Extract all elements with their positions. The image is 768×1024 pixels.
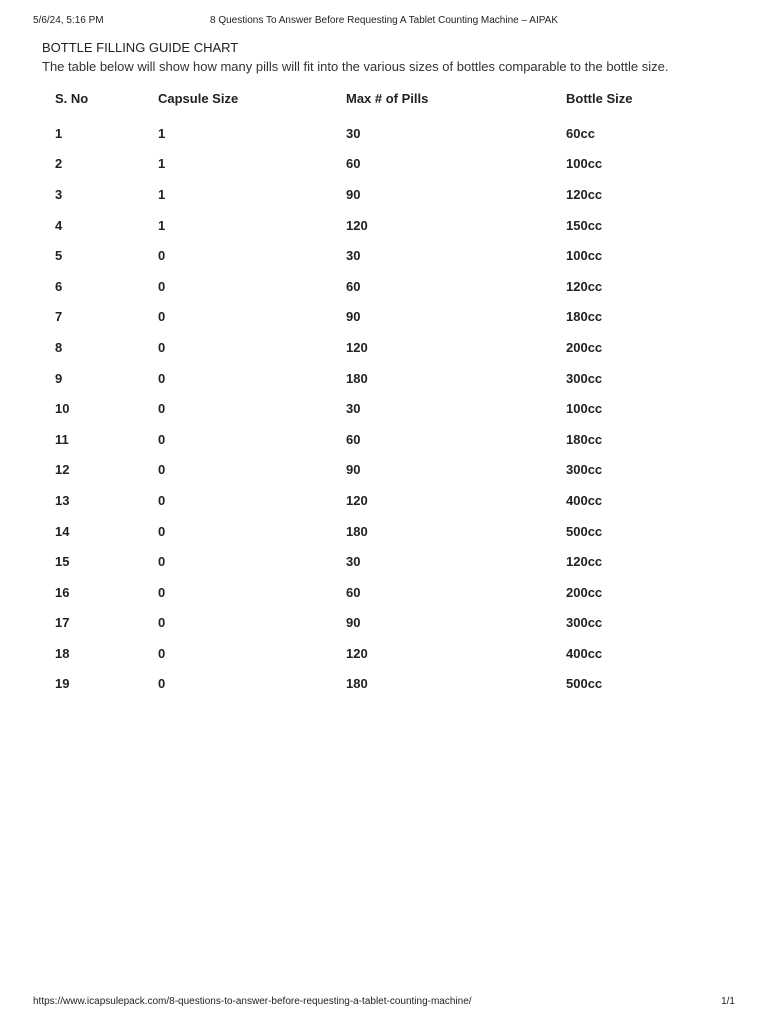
cell-bottle-size: 500cc	[566, 523, 603, 539]
table-row	[55, 149, 686, 180]
cell-bottle-size: 400cc	[566, 645, 603, 661]
cell-capsule-size: 1	[158, 186, 166, 202]
cell-max-pills: 90	[346, 462, 361, 478]
cell-serial-no: 15	[55, 554, 70, 570]
cell-serial-no: 7	[55, 309, 63, 325]
cell-bottle-size: 180cc	[566, 431, 603, 447]
cell-bottle-size: 300cc	[566, 615, 603, 631]
print-page-title: 8 Questions To Answer Before Requesting A Tablet Counting Machine – AIPAK	[210, 15, 558, 26]
cell-serial-no: 1	[55, 125, 63, 141]
cell-max-pills: 60	[346, 156, 361, 172]
cell-capsule-size: 0	[158, 523, 166, 539]
header-bottle-size: Bottle Size	[566, 90, 633, 106]
table-row	[55, 363, 686, 394]
cell-bottle-size: 100cc	[566, 156, 603, 172]
cell-capsule-size: 0	[158, 462, 166, 478]
cell-serial-no: 3	[55, 186, 63, 202]
cell-capsule-size: 0	[158, 309, 166, 325]
table-row	[55, 179, 686, 210]
table-body	[55, 118, 686, 699]
cell-bottle-size: 120cc	[566, 186, 603, 202]
table-row	[55, 608, 686, 639]
table-row	[55, 271, 686, 302]
cell-capsule-size: 0	[158, 339, 166, 355]
table-header	[55, 88, 686, 118]
cell-bottle-size: 100cc	[566, 401, 603, 417]
table-row	[55, 210, 686, 241]
table-row	[55, 240, 686, 271]
cell-capsule-size: 0	[158, 615, 166, 631]
cell-bottle-size: 500cc	[566, 676, 603, 692]
table-row	[55, 424, 686, 455]
cell-max-pills: 60	[346, 278, 361, 294]
table-row	[55, 302, 686, 333]
cell-bottle-size: 200cc	[566, 339, 603, 355]
cell-max-pills: 30	[346, 248, 361, 264]
cell-capsule-size: 0	[158, 676, 166, 692]
print-footer	[33, 996, 735, 1010]
cell-serial-no: 14	[55, 523, 70, 539]
table-row	[55, 118, 686, 149]
cell-max-pills: 120	[346, 492, 368, 508]
table-row	[55, 669, 686, 700]
cell-capsule-size: 1	[158, 125, 166, 141]
print-header	[33, 15, 735, 29]
section-heading: BOTTLE FILLING GUIDE CHART	[42, 40, 239, 55]
cell-max-pills: 120	[346, 339, 368, 355]
cell-serial-no: 10	[55, 401, 70, 417]
page-url: https://www.icapsulepack.com/8-questions-to-answer-before-requesting-a-tablet-counting-machine/	[33, 996, 472, 1007]
intro-paragraph: The table below will show how many pills will fit into the various sizes of bottles comparable to the bottle size.	[42, 59, 669, 74]
cell-serial-no: 9	[55, 370, 63, 386]
cell-bottle-size: 60cc	[566, 125, 595, 141]
cell-capsule-size: 1	[158, 217, 166, 233]
cell-capsule-size: 0	[158, 278, 166, 294]
table-row	[55, 577, 686, 608]
header-capsule-size: Capsule Size	[158, 90, 239, 106]
cell-max-pills: 90	[346, 309, 361, 325]
cell-capsule-size: 0	[158, 401, 166, 417]
bottle-filling-table	[55, 88, 686, 699]
cell-bottle-size: 300cc	[566, 462, 603, 478]
table-row	[55, 393, 686, 424]
cell-bottle-size: 180cc	[566, 309, 603, 325]
header-serial-no: S. No	[55, 90, 89, 106]
table-row	[55, 546, 686, 577]
cell-max-pills: 90	[346, 186, 361, 202]
cell-capsule-size: 0	[158, 431, 166, 447]
cell-max-pills: 180	[346, 523, 368, 539]
table-row	[55, 332, 686, 363]
cell-max-pills: 60	[346, 431, 361, 447]
cell-serial-no: 12	[55, 462, 70, 478]
cell-serial-no: 6	[55, 278, 63, 294]
cell-bottle-size: 150cc	[566, 217, 603, 233]
cell-max-pills: 120	[346, 645, 368, 661]
page-number: 1/1	[721, 996, 735, 1007]
cell-max-pills: 180	[346, 676, 368, 692]
cell-capsule-size: 0	[158, 645, 166, 661]
cell-serial-no: 8	[55, 339, 63, 355]
table-row	[55, 485, 686, 516]
cell-max-pills: 30	[346, 125, 361, 141]
cell-max-pills: 30	[346, 554, 361, 570]
cell-bottle-size: 200cc	[566, 584, 603, 600]
cell-bottle-size: 120cc	[566, 554, 603, 570]
cell-bottle-size: 100cc	[566, 248, 603, 264]
print-date: 5/6/24, 5:16 PM	[33, 15, 104, 26]
table-row	[55, 455, 686, 486]
cell-bottle-size: 120cc	[566, 278, 603, 294]
cell-bottle-size: 400cc	[566, 492, 603, 508]
cell-capsule-size: 0	[158, 248, 166, 264]
cell-serial-no: 13	[55, 492, 70, 508]
table-row	[55, 516, 686, 547]
cell-max-pills: 180	[346, 370, 368, 386]
cell-serial-no: 16	[55, 584, 70, 600]
cell-capsule-size: 1	[158, 156, 166, 172]
cell-max-pills: 90	[346, 615, 361, 631]
cell-bottle-size: 300cc	[566, 370, 603, 386]
article-content	[42, 40, 728, 692]
cell-serial-no: 19	[55, 676, 70, 692]
table-row	[55, 638, 686, 669]
cell-serial-no: 18	[55, 645, 70, 661]
cell-serial-no: 17	[55, 615, 70, 631]
cell-capsule-size: 0	[158, 554, 166, 570]
table-header-row	[55, 88, 686, 118]
header-max-pills: Max # of Pills	[346, 90, 429, 106]
cell-serial-no: 4	[55, 217, 63, 233]
cell-capsule-size: 0	[158, 370, 166, 386]
cell-max-pills: 120	[346, 217, 368, 233]
cell-serial-no: 2	[55, 156, 63, 172]
cell-serial-no: 5	[55, 248, 63, 264]
cell-capsule-size: 0	[158, 492, 166, 508]
cell-serial-no: 11	[55, 431, 69, 447]
cell-capsule-size: 0	[158, 584, 166, 600]
cell-max-pills: 30	[346, 401, 361, 417]
cell-max-pills: 60	[346, 584, 361, 600]
